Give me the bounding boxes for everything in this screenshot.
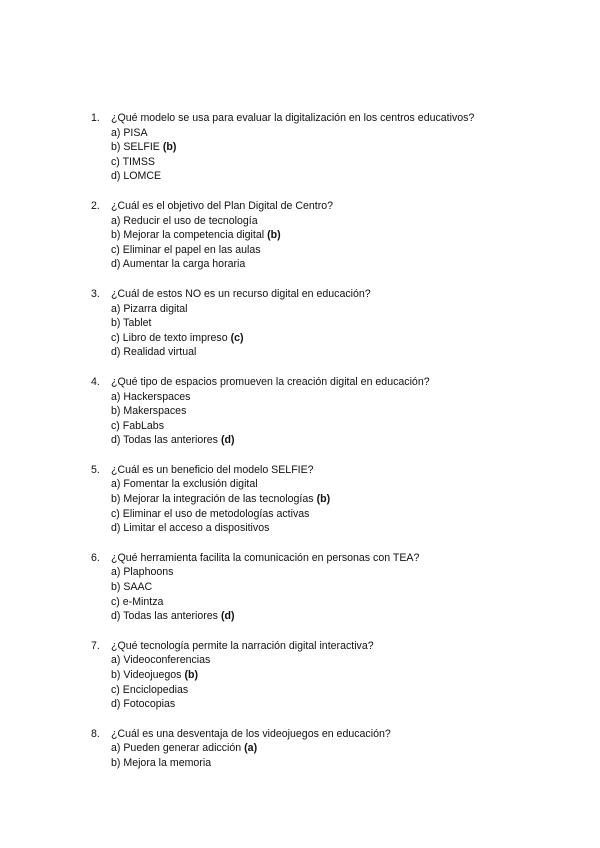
question-number: 6. (91, 551, 100, 564)
option-text: b) Mejorar la integración de las tecnologías (111, 493, 314, 506)
answer-option (111, 404, 571, 419)
question-block (91, 111, 571, 184)
question-text: ¿Qué tecnología permite la narración digital interactiva? (111, 639, 374, 652)
option-text: c) Libro de texto impreso (111, 331, 228, 344)
question-number: 2. (91, 199, 100, 212)
answer-option (111, 345, 571, 360)
answer-option (111, 507, 571, 522)
question-number: 8. (91, 727, 100, 740)
question-block (91, 639, 571, 712)
answer-option (111, 257, 571, 272)
answer-option (111, 126, 571, 141)
options-list (111, 565, 571, 623)
question-line (91, 463, 571, 478)
correct-answer-mark: (b) (316, 493, 331, 506)
option-text: a) Pizarra digital (111, 302, 188, 315)
question-number: 7. (91, 639, 100, 652)
option-text: c) TIMSS (111, 155, 155, 168)
question-block (91, 375, 571, 448)
question-text: ¿Cuál es el objetivo del Plan Digital de Centro? (111, 199, 334, 212)
answer-option (111, 214, 571, 229)
question-line (91, 287, 571, 302)
question-line (91, 111, 571, 126)
correct-answer-mark: (c) (230, 331, 244, 344)
option-text: d) Fotocopias (111, 698, 176, 711)
question-line (91, 551, 571, 566)
option-text: d) LOMCE (111, 170, 162, 183)
answer-option (111, 609, 571, 624)
question-block (91, 551, 571, 624)
question-block (91, 199, 571, 272)
option-text: b) Mejora la memoria (111, 756, 212, 769)
answer-option (111, 390, 571, 405)
option-text: c) Enciclopedias (111, 683, 189, 696)
quiz-list (91, 111, 571, 786)
option-text: b) Videojuegos (111, 669, 182, 681)
options-list (111, 214, 571, 272)
option-text: a) Plaphoons (111, 566, 174, 579)
answer-option (111, 683, 571, 698)
options-list (111, 653, 571, 711)
question-number: 5. (91, 463, 100, 476)
option-text: c) e-Mintza (111, 595, 164, 608)
answer-option (111, 419, 571, 434)
answer-option (111, 492, 571, 507)
option-text: c) Eliminar el papel en las aulas (111, 243, 261, 256)
correct-answer-mark: (d) (220, 434, 235, 447)
question-line (91, 727, 571, 742)
option-text: d) Todas las anteriores (111, 610, 218, 623)
answer-option (111, 243, 571, 258)
correct-answer-mark: (d) (220, 610, 235, 623)
question-text: ¿Qué modelo se usa para evaluar la digitalización en los centros educativos? (111, 112, 475, 124)
answer-option (111, 331, 571, 346)
question-number: 3. (91, 287, 100, 300)
options-list (111, 741, 571, 770)
answer-option (111, 580, 571, 595)
question-text: ¿Qué herramienta facilita la comunicación en personas con TEA? (111, 551, 420, 564)
option-text: b) Mejorar la competencia digital (111, 229, 265, 242)
option-text: a) Hackerspaces (111, 390, 191, 403)
options-list (111, 477, 571, 535)
correct-answer-mark: (b) (267, 229, 281, 242)
answer-option (111, 756, 571, 771)
answer-option (111, 668, 571, 683)
question-block (91, 287, 571, 360)
answer-option (111, 140, 571, 155)
option-text: d) Limitar el acceso a dispositivos (111, 522, 270, 535)
option-text: a) PISA (111, 126, 148, 139)
options-list (111, 302, 571, 360)
question-text: ¿Qué tipo de espacios promueven la creación digital en educación? (111, 375, 430, 388)
option-text: a) Reducir el uso de tecnología (111, 214, 258, 227)
answer-option (111, 697, 571, 712)
question-text: ¿Cuál es una desventaja de los videojuegos en educación? (111, 727, 391, 740)
answer-option (111, 316, 571, 331)
answer-option (111, 169, 571, 184)
option-text: b) SELFIE (111, 141, 160, 154)
option-text: a) Pueden generar adicción (111, 742, 242, 755)
answer-option (111, 302, 571, 317)
option-text: d) Todas las anteriores (111, 434, 218, 447)
question-number: 4. (91, 375, 100, 388)
correct-answer-mark: (a) (244, 742, 258, 755)
answer-option (111, 433, 571, 448)
answer-option (111, 521, 571, 536)
question-block (91, 463, 571, 536)
answer-option (111, 477, 571, 492)
option-text: b) Tablet (111, 317, 152, 330)
answer-option (111, 228, 571, 243)
question-text: ¿Cuál es un beneficio del modelo SELFIE? (111, 463, 314, 476)
answer-option (111, 741, 571, 756)
answer-option (111, 653, 571, 668)
question-line (91, 639, 571, 654)
correct-answer-mark: (b) (184, 669, 199, 681)
option-text: a) Fomentar la exclusión digital (111, 478, 258, 491)
question-number: 1. (91, 112, 100, 124)
option-text: d) Aumentar la carga horaria (111, 258, 246, 271)
answer-option (111, 595, 571, 610)
options-list (111, 390, 571, 448)
option-text: b) Makerspaces (111, 405, 187, 418)
option-text: d) Realidad virtual (111, 346, 197, 359)
question-text: ¿Cuál de estos NO es un recurso digital en educación? (111, 287, 371, 300)
question-block (91, 727, 571, 771)
option-text: a) Videoconferencias (111, 654, 211, 667)
question-line (91, 375, 571, 390)
question-line (91, 199, 571, 214)
correct-answer-mark: (b) (162, 141, 177, 154)
answer-option (111, 155, 571, 170)
option-text: c) Eliminar el uso de metodologías activas (111, 507, 310, 520)
options-list (111, 126, 571, 184)
answer-option (111, 565, 571, 580)
option-text: c) FabLabs (111, 419, 164, 432)
option-text: b) SAAC (111, 581, 153, 594)
